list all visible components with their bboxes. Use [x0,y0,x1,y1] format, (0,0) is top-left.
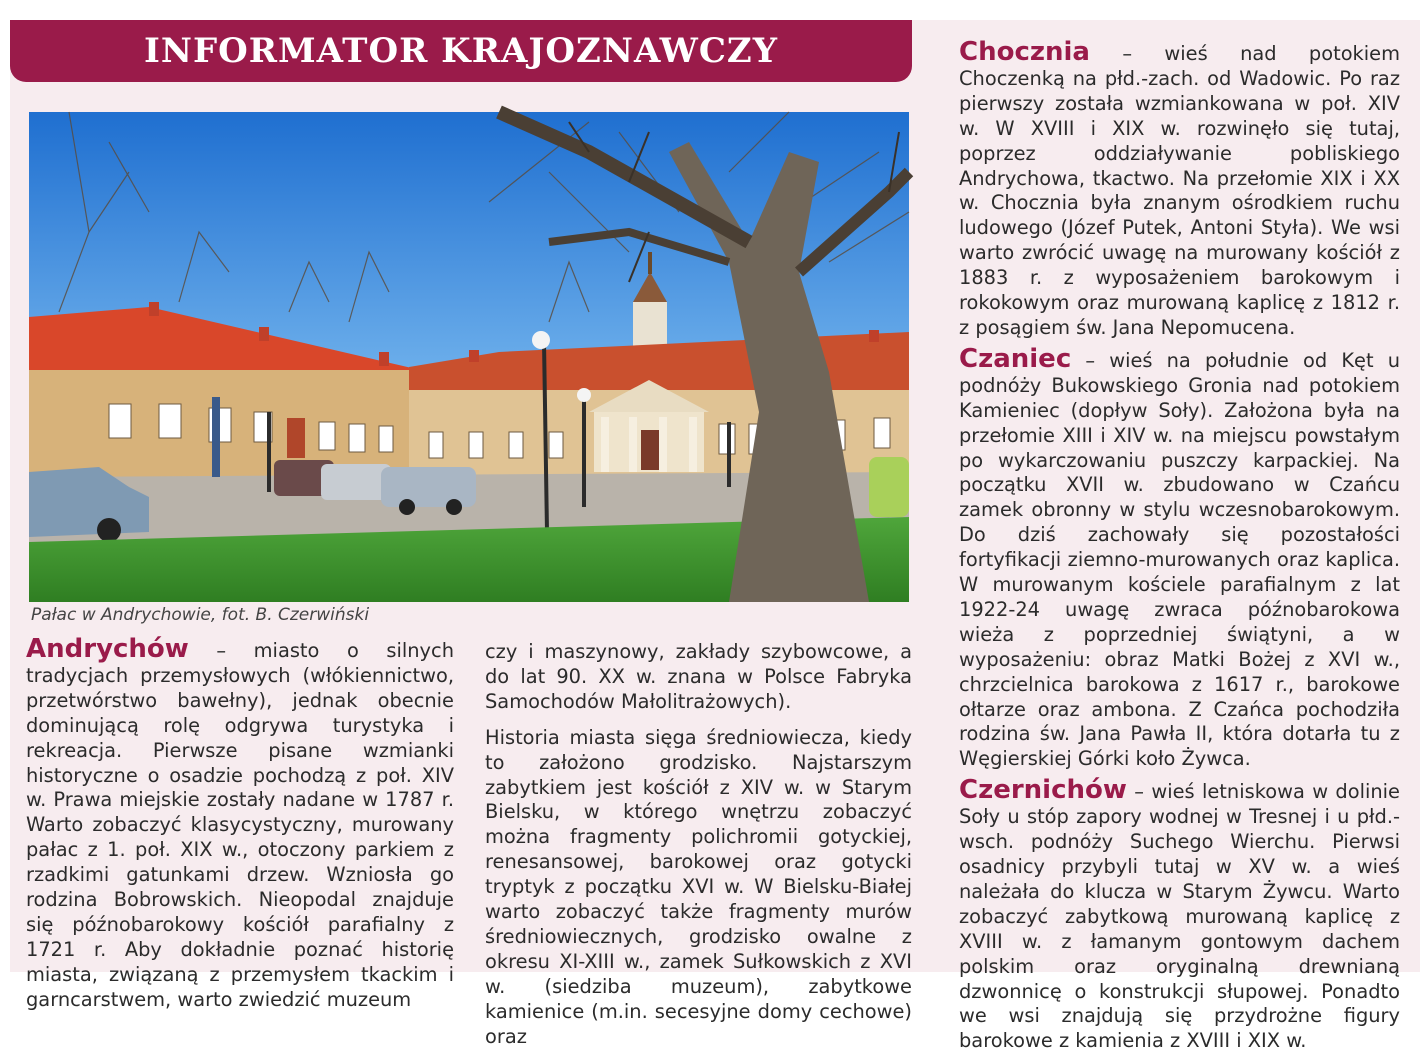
article-history: Historia miasta sięga średniowiecza, kiedy to założono grodzisko. Najstarszym zabytkiem jest kościół z XIV w. w Starym Bielsku, w którego wnętrzu zobaczyć można fragmenty polichromii gotyckiej, renesansowej, barokowej oraz gotycki tryptyk z początku XVI w. W Bielsku-Białej warto zobaczyć także fragmenty murów średniowiecznych, grodzisko owalne z okresu XI-XIII w., zamek Sułkowskich z XVI w. (siedziba muzeum), zabytkowe kamienice (m.in. secesyjne domy cechowe) oraz [485,725,912,1048]
column-3 [959,37,1400,1054]
article-text: – wieś letniskowa w dolinie Soły u stóp zapory wodnej w Tresnej i u płd.-wsch. podnóży Suchego Wierchu. Pierwsi osadnicy przybyli tutaj w XV w. a wieś należała do klucza w Starym Żywcu. Warto zobaczyć zabytkową murowaną kaplicę z XVIII w. z łamanym gontowym dachem polskim oraz oryginalną drewnianą dzwonnicę o konstrukcji słupowej. Ponadto we wsi znajdują się przydrożne figury barokowe z kamienia z XVIII i XIX w. [959,780,1400,1053]
palace-illustration [29,112,909,602]
article-text: – miasto o silnych tradycjach przemysłowych (włókiennictwo, przetwórstwo bawełny), jednak obecnie dominującą rolę odgrywa turystyka i rekreacja. Pierwsze pisane wzmianki historyczne o osadzie pochodzą z poł. XIV w. Prawa miejskie zostały nadane w 1787 r. Warto zobaczyć klasycystyczny, murowany pałac z 1. poł. XIX w., otoczony parkiem z rzadkimi gatunkami drzew. Wzniosła go rodzina Bobrowskich. Nieopodal znajduje się późnobarokowy kościół parafialny z 1721 r. Aby dokładnie poznać historię miasta, związaną z przemysłem tkackim i garncarstwem, warto zwiedzić muzeum [26,639,454,1011]
column-2 [485,640,912,1050]
article-chocznia [959,37,1400,341]
page-title: INFORMATOR KRAJOZNAWCZY [144,31,778,71]
article-heading: Czernichów [959,775,1127,806]
article-text: – wieś nad potokiem Choczenką na płd.-zach. od Wadowic. Po raz pierwszy została wzmiankowana w poł. XIV w. W XVIII i XIX w. rozwinęło się tutaj, poprzez oddziaływanie pobliskiego Andrychowa, tkactwo. Na przełomie XIX i XX w. Chocznia była znanym ośrodkiem ruchu ludowego (Józef Putek, Antoni Styła). We wsi warto zwrócić uwagę na murowany kościół z 1883 r. z wyposażeniem barokowym i rokokowym oraz murowaną kaplicę z 1812 r. z posągiem św. Jana Nepomucena. [959,42,1400,339]
left-margin [0,0,10,972]
article-czernichow [959,775,1400,1054]
header-banner [10,20,912,82]
article-continuation: czy i maszynowy, zakłady szybowcowe, a do lat 90. XX w. znana w Polsce Fabryka Samochodów Małolitrażowych). [485,640,912,713]
top-margin [0,0,1420,20]
article-andrychow [26,634,454,1013]
article-heading: Czaniec [959,343,1072,374]
article-heading: Chocznia [959,37,1090,67]
column-1 [26,634,454,1013]
photo-caption: Pałac w Andrychowie, fot. B. Czerwiński [31,605,370,625]
article-czaniec [959,343,1400,772]
article-text: – wieś na południe od Kęt u podnóży Bukowskiego Gronia nad potokiem Kamieniec (dopływ Soły). Założona była na przełomie XIII i XIV w. na miejscu powstałym po wykarczowaniu puszczy karpackiej. Na początku XVII w. zbudowano w Czańcu zamek obronny w stylu wczesnobarokowym. Do dziś zachowały się pozostałości fortyfikacji ziemno-murowanych oraz kaplica. W murowanym kościele parafialnym z lat 1922-24 uwagę zwraca późnobarokowa wieża z poprzedniej świątyni, a w wyposażeniu: obraz Matki Bożej z XVI w., chrzcielnica barokowa z 1617 r., barokowe ołtarze oraz ambona. Z Czańca pochodziła rodzina św. Jana Pawła II, która dotarła tu z Węgierskiej Górki koło Żywca. [959,348,1400,771]
palace-photo [29,112,909,602]
article-heading: Andrychów [26,634,189,664]
